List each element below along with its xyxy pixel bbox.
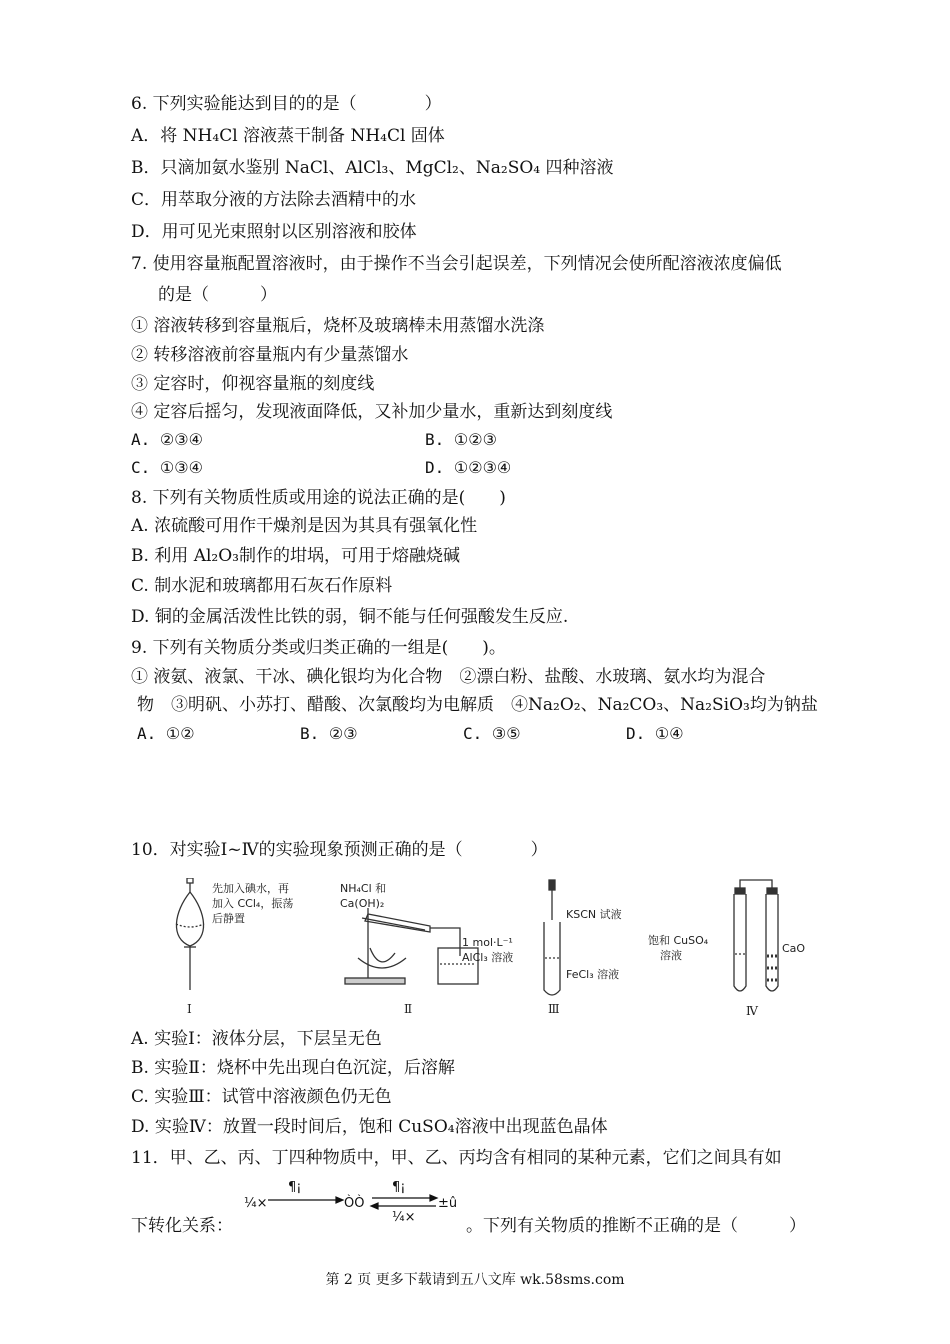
arrow-left-2-head xyxy=(371,1203,378,1209)
heating-apparatus-icon xyxy=(345,908,478,984)
q6-stem: 6. 下列实验能达到目的的是（ ） xyxy=(131,94,442,114)
q11-conversion-scheme xyxy=(240,1178,470,1228)
dropper-test-tube-icon xyxy=(544,880,560,995)
q9-option-a: A. ①② xyxy=(137,724,195,743)
scheme-right-label: ±û xyxy=(438,1196,458,1211)
q7-item-2: ② 转移溶液前容量瓶内有少量蒸馏水 xyxy=(131,345,409,365)
q9-option-b: B. ②③ xyxy=(300,724,358,743)
q8-option-a: A. 浓硫酸可用作干燥剂是因为其具有强氧化性 xyxy=(131,516,478,536)
exp3-bottom-label: FeCl₃ 溶液 xyxy=(566,968,620,981)
exp4-left-label-1: 饱和 CuSO₄ xyxy=(648,934,709,947)
q11-stem-line1: 11．甲、乙、丙、丁四种物质中，甲、乙、丙均含有相同的某种元素，它们之间具有如 xyxy=(131,1148,782,1168)
figure-label-4: Ⅳ xyxy=(746,1004,758,1018)
q6-option-a: A．将 NH₄Cl 溶液蒸干制备 NH₄Cl 固体 xyxy=(131,126,445,146)
exp4-right-label: CaO xyxy=(782,942,806,955)
figure-label-2: Ⅱ xyxy=(404,1002,413,1016)
q6-option-c: C．用萃取分液的方法除去酒精中的水 xyxy=(131,190,417,210)
q9-line2: 物 ③明矾、小苏打、醋酸、次氯酸均为电解质 ④Na₂O₂、Na₂CO₃、Na₂SiO₃均为钠盐 xyxy=(137,695,818,715)
exp3-top-label: KSCN 试液 xyxy=(566,908,622,921)
q6-option-b: B．只滴加氨水鉴别 NaCl、AlCl₃、MgCl₂、Na₂SO₄ 四种溶液 xyxy=(131,158,614,178)
q7-item-4: ④ 定容后摇匀，发现液面降低，又补加少量水，重新达到刻度线 xyxy=(131,402,613,422)
q11-stem-prefix: 下转化关系： xyxy=(131,1216,233,1236)
q7-stem-line1: 7. 使用容量瓶配置溶液时，由于操作不当会引起误差，下列情况会使所配溶液浓度偏低 xyxy=(131,254,782,274)
exp1-note-1: 先加入碘水，再 xyxy=(212,882,289,895)
q7-option-c: C. ①③④ xyxy=(131,458,203,477)
q9-stem: 9. 下列有关物质分类或归类正确的一组是( )。 xyxy=(131,638,506,658)
q8-option-b: B. 利用 Al₂O₃制作的坩埚，可用于熔融烧碱 xyxy=(131,546,460,566)
scheme-middle-label: ÒÒ xyxy=(344,1196,365,1211)
q9-option-c: C. ③⑤ xyxy=(463,724,521,743)
arrow-right-2-head xyxy=(430,1195,437,1201)
q10-option-d: D. 实验Ⅳ：放置一段时间后，饱和 CuSO₄溶液中出现蓝色晶体 xyxy=(131,1117,608,1137)
page-footer: 第 2 页 更多下载请到五八文库 wk.58sms.com xyxy=(325,1272,625,1288)
exp2-solution-1: 1 mol·L⁻¹ xyxy=(462,936,513,949)
q10-stem: 10．对实验Ⅰ~Ⅳ的实验现象预测正确的是（ ） xyxy=(131,840,548,860)
figure-label-1: Ⅰ xyxy=(187,1002,192,1016)
exp2-solution-2: AlCl₃ 溶液 xyxy=(462,951,514,964)
q6-option-d: D．用可见光束照射以区别溶液和胶体 xyxy=(131,222,417,242)
scheme-arrows xyxy=(240,1178,470,1228)
q7-stem-line2: 的是（ ） xyxy=(158,285,277,305)
exp1-note-3: 后静置 xyxy=(212,912,245,925)
q7-option-b: B. ①②③ xyxy=(425,430,497,449)
scheme-arrow2-bottom-label: ¼× xyxy=(392,1210,416,1225)
q10-option-a: A. 实验Ⅰ：液体分层，下层呈无色 xyxy=(131,1029,382,1049)
q10-experiment-figure xyxy=(160,878,820,1028)
q9-line1: ① 液氨、液氯、干冰、碘化银均为化合物 ②漂白粉、盐酸、水玻璃、氨水均为混合 xyxy=(131,667,766,687)
scheme-left-label: ¼× xyxy=(244,1196,268,1211)
connected-test-tubes-icon xyxy=(734,880,778,991)
q11-stem-suffix: 。下列有关物质的推断不正确的是（ ） xyxy=(466,1216,806,1236)
q9-option-d: D. ①④ xyxy=(626,724,684,743)
scheme-arrow2-top-label: ¶¡ xyxy=(392,1180,406,1195)
scheme-arrow1-label: ¶¡ xyxy=(288,1180,302,1195)
exp2-reagent-1: NH₄Cl 和 xyxy=(340,882,387,895)
q7-option-d: D. ①②③④ xyxy=(425,458,512,477)
exp2-reagent-2: Ca(OH)₂ xyxy=(340,897,385,910)
figure-label-3: Ⅲ xyxy=(548,1002,560,1016)
arrow-right-1-head xyxy=(336,1197,343,1203)
exp1-note-2: 加入 CCl₄，振荡 xyxy=(212,897,294,910)
q8-option-c: C. 制水泥和玻璃都用石灰石作原料 xyxy=(131,576,393,596)
separatory-funnel-icon xyxy=(176,878,204,990)
q8-option-d: D. 铜的金属活泼性比铁的弱，铜不能与任何强酸发生反应. xyxy=(131,607,569,627)
q10-option-c: C. 实验Ⅲ：试管中溶液颜色仍无色 xyxy=(131,1087,392,1107)
exp4-left-label-2: 溶液 xyxy=(660,949,682,962)
q7-option-a: A. ②③④ xyxy=(131,430,203,449)
q8-stem: 8. 下列有关物质性质或用途的说法正确的是( ) xyxy=(131,488,506,508)
q10-option-b: B. 实验Ⅱ：烧杯中先出现白色沉淀，后溶解 xyxy=(131,1058,455,1078)
q7-item-3: ③ 定容时，仰视容量瓶的刻度线 xyxy=(131,374,375,394)
q7-item-1: ① 溶液转移到容量瓶后，烧杯及玻璃棒未用蒸馏水洗涤 xyxy=(131,316,545,336)
